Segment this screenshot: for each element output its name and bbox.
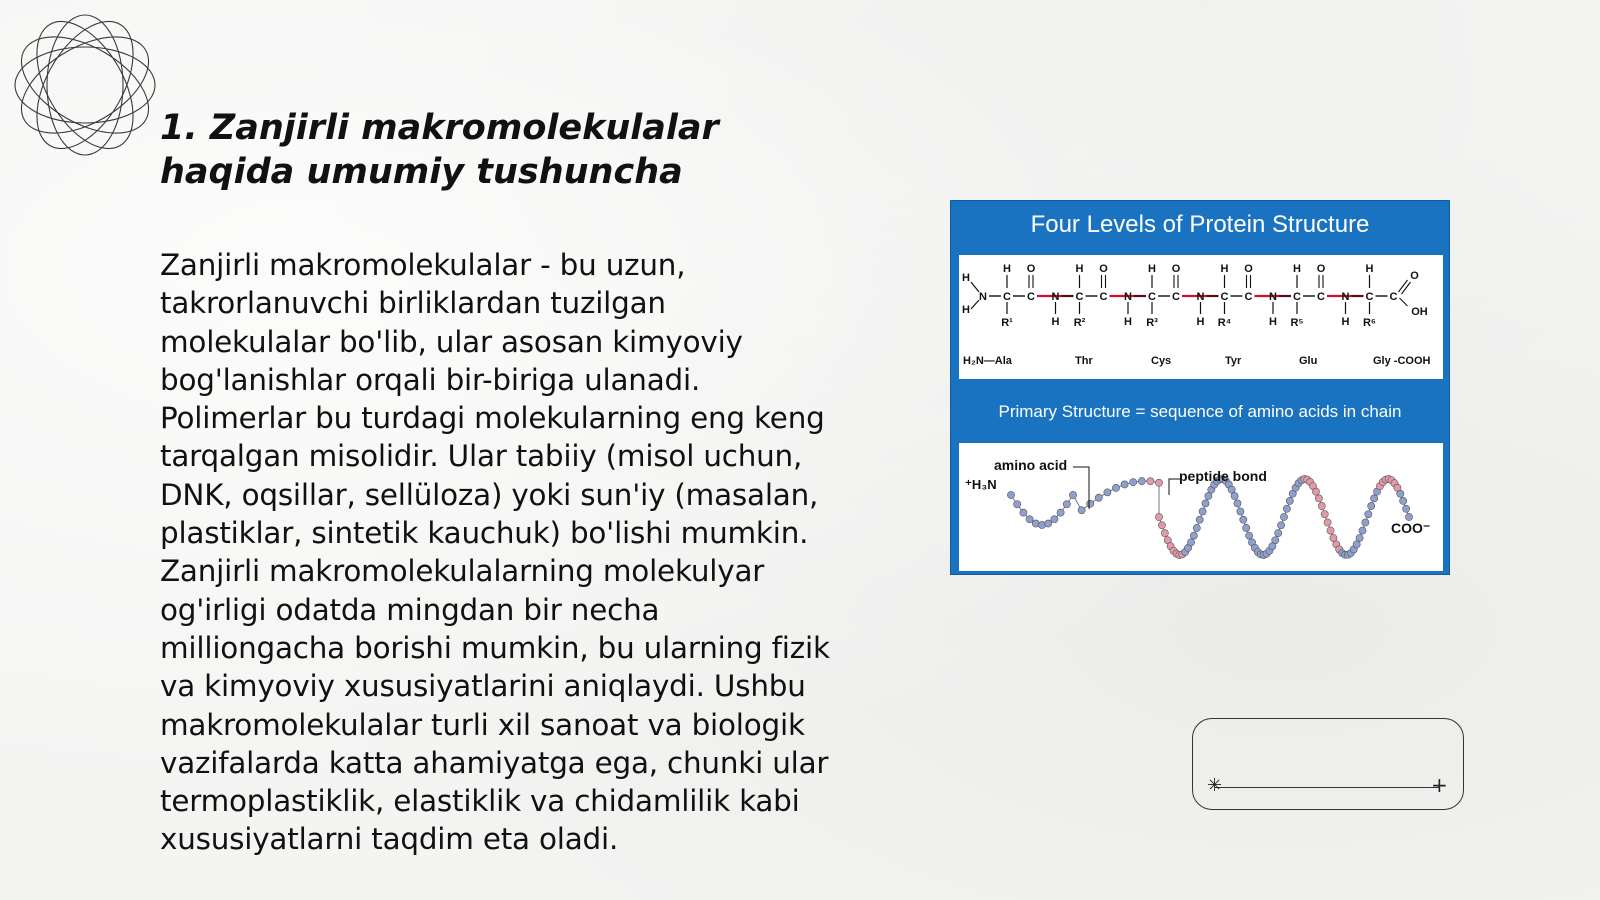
- sequence-item: Thr: [1075, 355, 1093, 367]
- atom-label: O: [1171, 263, 1181, 275]
- atom-label: O: [1410, 270, 1419, 282]
- amino-acid-bead: [1286, 497, 1293, 504]
- amino-acid-bead: [1014, 501, 1021, 508]
- atom-label: H: [1196, 316, 1205, 328]
- atom-label: C: [1317, 291, 1325, 303]
- peptide-chain-formula: [959, 255, 1443, 379]
- amino-acid-bead: [1246, 532, 1253, 539]
- r-group-label: R⁴: [1217, 317, 1232, 329]
- atom-label: H: [1365, 263, 1374, 275]
- figure-title: Four Levels of Protein Structure: [1030, 211, 1370, 238]
- timeline-track: [1215, 787, 1439, 788]
- amino-acid-bead: [1130, 479, 1137, 486]
- amino-acid-bead: [1196, 516, 1203, 523]
- atom-label: C: [1220, 291, 1229, 303]
- amino-acid-bead: [1112, 484, 1119, 491]
- sequence-item: Tyr: [1225, 355, 1242, 367]
- interlocking-circles-ornament: [10, 10, 160, 160]
- bond-line: [1402, 282, 1411, 294]
- atom-label: H: [1075, 263, 1084, 275]
- amino-acid-bead: [1312, 488, 1319, 495]
- atom-label: H: [962, 272, 970, 284]
- amino-acid-bead: [1202, 500, 1209, 507]
- amino-acid-bead: [1020, 509, 1027, 516]
- atom-label: H: [1003, 263, 1011, 275]
- atom-label: N: [1051, 291, 1060, 303]
- amino-acid-bead: [1397, 490, 1404, 497]
- amino-acid-bead: [1069, 491, 1076, 498]
- sequence-item: H₂N—Ala: [963, 355, 1012, 367]
- r-group-label: R³: [1146, 317, 1158, 329]
- n-terminus-label: ⁺H₃N: [965, 477, 997, 492]
- amino-acid-bead: [1095, 494, 1102, 501]
- bond-line: [971, 282, 979, 292]
- atom-label: C: [1003, 291, 1011, 303]
- amino-acid-bead: [1051, 516, 1058, 523]
- sequence-item: Glu: [1299, 355, 1318, 367]
- amino-acid-bead: [1400, 497, 1407, 504]
- amino-acid-bead: [1193, 524, 1200, 531]
- r-group-label: R¹: [1001, 317, 1013, 329]
- atom-label: C: [1172, 291, 1180, 303]
- amino-acid-bead: [1155, 513, 1162, 520]
- amino-acid-bead: [1275, 530, 1282, 537]
- figure-caption: Primary Structure = sequence of amino acids in chain: [998, 402, 1402, 421]
- atom-label: H: [1293, 263, 1301, 275]
- atom-label: O: [1099, 263, 1108, 275]
- amino-acid-bead: [1231, 492, 1238, 499]
- amino-acid-bead: [1063, 501, 1070, 508]
- amino-acid-bead: [1240, 516, 1247, 523]
- amino-acid-label: amino acid: [994, 457, 1068, 473]
- amino-acid-bead: [1045, 520, 1052, 527]
- amino-acid-bead: [1324, 519, 1331, 526]
- amino-acid-bead: [1371, 495, 1378, 502]
- atom-label: N: [1196, 291, 1205, 303]
- bond-line: [1400, 298, 1408, 306]
- amino-acid-bead: [1283, 505, 1290, 512]
- plus-marker-icon: +: [1431, 773, 1448, 797]
- amino-acid-bead: [1237, 508, 1244, 515]
- amino-acid-bead: [1315, 495, 1322, 502]
- atom-label: C: [1389, 291, 1398, 303]
- protein-structure-figure: [950, 200, 1450, 575]
- amino-acid-bead: [1368, 502, 1375, 509]
- atom-label: H: [962, 304, 970, 316]
- atom-label: H: [1124, 316, 1132, 328]
- atom-label: N: [979, 291, 987, 303]
- timeline-widget[interactable]: [1192, 718, 1464, 810]
- amino-acid-bead: [1359, 527, 1366, 534]
- atom-label: C: [1293, 291, 1301, 303]
- amino-acid-bead: [1327, 527, 1334, 534]
- amino-acid-bead: [1161, 530, 1168, 537]
- amino-acid-bead: [1199, 508, 1206, 515]
- atom-label: C: [1027, 291, 1035, 303]
- amino-acid-bead: [1138, 477, 1145, 484]
- bead-chain-panel: [959, 443, 1443, 571]
- atom-label: O: [1316, 263, 1326, 275]
- amino-acid-bead: [1026, 516, 1033, 523]
- amino-acid-bead: [1158, 522, 1165, 529]
- slide-title: 1. Zanjirli makromolekulalar haqida umumiy tushuncha: [160, 108, 719, 192]
- amino-acid-bead: [1318, 502, 1325, 509]
- atom-label: H: [1051, 316, 1060, 328]
- amino-acid-bead: [1147, 478, 1154, 485]
- atom-label: C: [1148, 291, 1156, 303]
- c-terminus-label: COO⁻: [1391, 520, 1431, 536]
- amino-acid-bead: [1087, 500, 1094, 507]
- r-group-label: R⁵: [1290, 317, 1304, 329]
- atom-label: N: [1124, 291, 1132, 303]
- amino-acid-bead: [1007, 491, 1014, 498]
- atom-label: N: [1341, 291, 1350, 303]
- amino-acid-bead: [1155, 479, 1162, 486]
- peptide-bond-label: peptide bond: [1179, 468, 1267, 484]
- amino-acid-bead: [1321, 511, 1328, 518]
- r-group-label: R⁶: [1362, 317, 1377, 329]
- amino-acid-bead: [1277, 522, 1284, 529]
- atom-label: OH: [1411, 306, 1428, 318]
- atom-label: N: [1269, 291, 1277, 303]
- amino-acid-bead: [1190, 532, 1197, 539]
- atom-label: C: [1099, 291, 1108, 303]
- amino-acid-bead: [1104, 489, 1111, 496]
- atom-label: C: [1365, 291, 1374, 303]
- atom-label: C: [1075, 291, 1084, 303]
- bond-line: [1399, 280, 1408, 292]
- atom-label: O: [1244, 263, 1253, 275]
- amino-acid-bead: [1365, 511, 1372, 518]
- atom-label: H: [1220, 263, 1229, 275]
- amino-acid-bead: [1243, 524, 1250, 531]
- body-paragraph: Zanjirli makromolekulalar - bu uzun, takrorlanuvchi birliklardan tuzilgan molekulalar bo'lib, ular asosan kimyoviy bog'lanishlar orqali bir-biriga ulanadi. Polimerlar bu turdagi molekularning eng keng tarqalgan misolidir. Ular tabiiy (misol uchun, DNK, oqsillar, sellüloza) yoki sun'iy (masalan, plastiklar, sintetik kauchuk) bo'lishi mumkin. Zanjirli makromolekulalarning molekulyar og'irligi odatda mingdan bir necha milliongacha borishi mumkin, bu ularning fizik va kimyoviy xususiyatlarini aniqlaydi. Ushbu makromolekulalar turli xil sanoat va biologik vazifalarda katta ahamiyatga ega, chunki ular termoplastiklik, elastiklik va chidamlilik kabi xususiyatlarni taqdim eta oladi.: [160, 248, 830, 857]
- atom-label: H: [1341, 316, 1350, 328]
- amino-acid-bead: [1362, 519, 1369, 526]
- sequence-item: Cys: [1151, 355, 1172, 367]
- bond-line: [971, 300, 979, 309]
- atom-label: H: [1269, 316, 1277, 328]
- amino-acid-bead: [1280, 513, 1287, 520]
- amino-acid-bead: [1272, 537, 1279, 544]
- amino-acid-bead: [1356, 534, 1363, 541]
- atom-label: C: [1244, 291, 1253, 303]
- amino-acid-bead: [1078, 507, 1085, 514]
- primary-structure-panel: [959, 255, 1443, 379]
- atom-label: H: [1148, 263, 1156, 275]
- atom-label: O: [1026, 263, 1036, 275]
- amino-acid-bead: [1187, 539, 1194, 546]
- sequence-item: Gly -COOH: [1373, 355, 1431, 367]
- amino-acid-bead: [1121, 481, 1128, 488]
- amino-acid-bead: [1402, 505, 1409, 512]
- amino-acid-bead: [1234, 500, 1241, 507]
- sparkle-icon: ✳: [1207, 775, 1223, 796]
- amino-acid-bead: [1057, 509, 1064, 516]
- r-group-label: R²: [1073, 317, 1086, 329]
